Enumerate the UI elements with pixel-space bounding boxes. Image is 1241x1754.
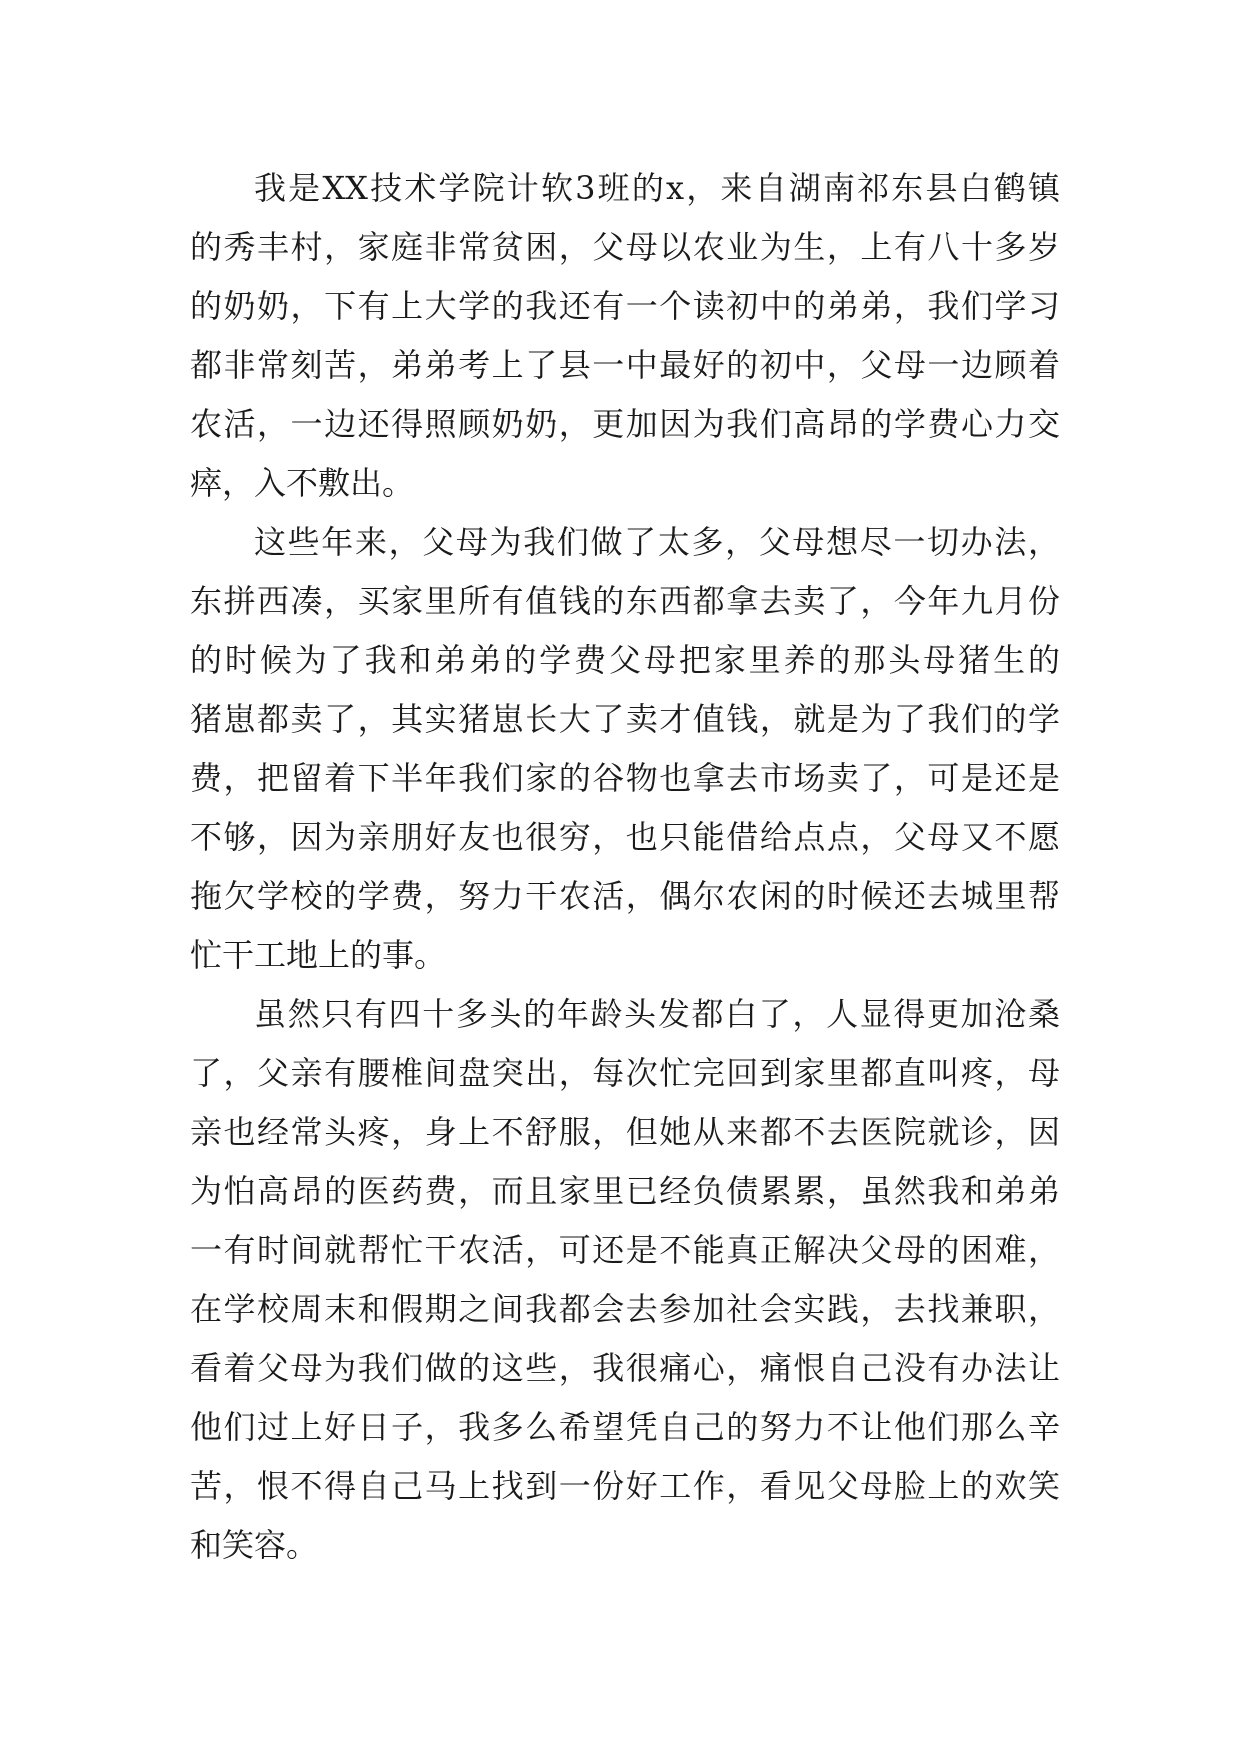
paragraph-2	[190, 513, 1060, 985]
paragraph-line: 他们过上好日子，我多么希望凭自己的努力不让他们那么辛	[190, 1408, 1060, 1446]
paragraph-3	[190, 985, 1060, 1575]
paragraph-line: 看着父母为我们做的这些，我很痛心，痛恨自己没有办法让	[190, 1349, 1060, 1387]
paragraph-line: 一有时间就帮忙干农活，可还是不能真正解决父母的困难，	[190, 1231, 1060, 1269]
paragraph-line: 和笑容。	[190, 1526, 319, 1564]
paragraph-line: 猪崽都卖了，其实猪崽长大了卖才值钱，就是为了我们的学	[190, 700, 1060, 738]
paragraph-line: 的奶奶，下有上大学的我还有一个读初中的弟弟，我们学习	[190, 287, 1060, 325]
paragraph-line: 这些年来，父母为我们做了太多，父母想尽一切办法，	[254, 523, 1060, 561]
paragraph-line: 的时候为了我和弟弟的学费父母把家里养的那头母猪生的	[190, 641, 1060, 679]
paragraph-line: 拖欠学校的学费，努力干农活，偶尔农闲的时候还去城里帮	[190, 877, 1060, 915]
paragraph-line: 我是XX技术学院计软3班的x，来自湖南祁东县白鹤镇	[254, 169, 1060, 207]
paragraph-line: 不够，因为亲朋好友也很穷，也只能借给点点，父母又不愿	[190, 818, 1060, 856]
paragraph-1	[190, 159, 1060, 513]
paragraph-line: 虽然只有四十多头的年龄头发都白了，人显得更加沧桑	[254, 995, 1060, 1033]
paragraph-line: 为怕高昂的医药费，而且家里已经负债累累，虽然我和弟弟	[190, 1172, 1060, 1210]
paragraph-line: 了，父亲有腰椎间盘突出，每次忙完回到家里都直叫疼，母	[190, 1054, 1060, 1092]
paragraph-line: 东拼西凑，买家里所有值钱的东西都拿去卖了，今年九月份	[190, 582, 1060, 620]
paragraph-line: 苦，恨不得自己马上找到一份好工作，看见父母脸上的欢笑	[190, 1467, 1060, 1505]
paragraph-line: 瘁，入不敷出。	[190, 464, 415, 502]
paragraph-line: 都非常刻苦，弟弟考上了县一中最好的初中，父母一边顾着	[190, 346, 1060, 384]
paragraph-line: 忙干工地上的事。	[190, 936, 447, 974]
document-body	[190, 159, 1060, 1575]
paragraph-line: 农活，一边还得照顾奶奶，更加因为我们高昂的学费心力交	[190, 405, 1060, 443]
paragraph-line: 在学校周末和假期之间我都会去参加社会实践，去找兼职，	[190, 1290, 1060, 1328]
paragraph-line: 的秀丰村，家庭非常贫困，父母以农业为生，上有八十多岁	[190, 228, 1060, 266]
paragraph-line: 费，把留着下半年我们家的谷物也拿去市场卖了，可是还是	[190, 759, 1060, 797]
paragraph-line: 亲也经常头疼，身上不舒服，但她从来都不去医院就诊，因	[190, 1113, 1060, 1151]
